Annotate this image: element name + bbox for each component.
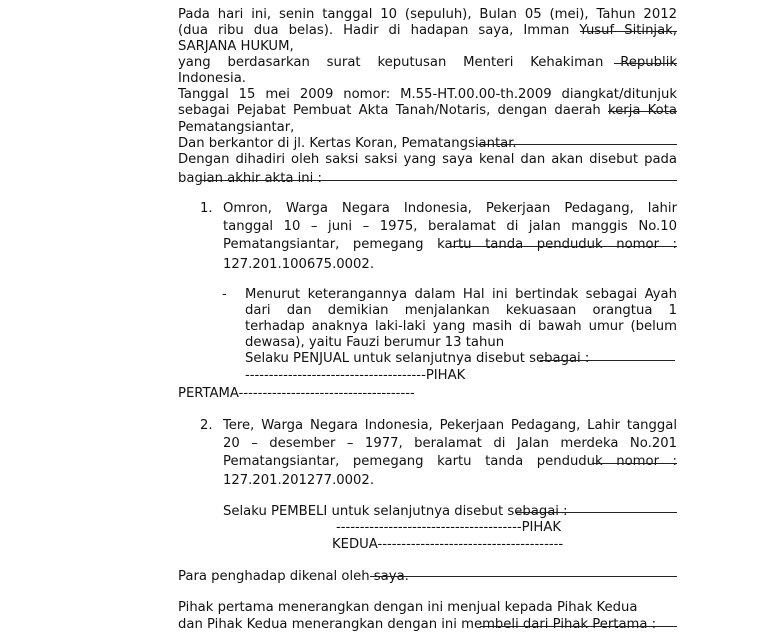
strike-rule <box>370 576 677 577</box>
intro-line-2: (dua ribu dua belas). Hadir di hadapan saya, Imman Yusuf Sitinjak, <box>178 23 677 38</box>
buyer-role-line: Selaku PEMBELI untuk selanjutnya disebut sebagai : <box>223 504 568 519</box>
intro-line-1: Pada hari ini, senin tanggal 10 (sepuluh), Bulan 05 (mei), Tahun 2012 <box>178 7 677 22</box>
note-line-2: dari dan demikian menjalankan kekuasaan orangtua 1 <box>245 303 677 318</box>
intro-line-8: Pematangsiantar, <box>178 120 295 135</box>
party-1-line-1: Omron, Warga Negara Indonesia, Pekerjaan Pedagang, lahir <box>223 201 677 216</box>
strike-rule <box>480 626 677 627</box>
party-1-line-2: tanggal 10 – juni – 1975, beralamat di jalan manggis No.10 <box>223 219 677 234</box>
closing-line-1: Pihak pertama menerangkan dengan ini menjual kepada Pihak Kedua <box>178 600 638 615</box>
party-2-number: 2. <box>200 418 213 433</box>
intro-line-3: SARJANA HUKUM, <box>178 39 294 54</box>
strike-rule <box>450 246 677 247</box>
party-2-line-3: Pematangsiantar, pemegang kartu tanda penduduk nomor : <box>223 454 677 469</box>
note-line-5: Selaku PENJUAL untuk selanjutnya disebut sebagai : <box>245 351 590 366</box>
pertama-dash-line: PERTAMA------------------------------------- <box>178 386 415 401</box>
note-line-4: dewasa), yaitu Fauzi berumur 13 tahun <box>245 335 505 350</box>
strike-rule <box>540 360 675 361</box>
intro-line-10: Dengan dihadiri oleh saksi saksi yang saya kenal dan akan disebut pada <box>178 152 677 167</box>
closing-line-2: dan Pihak Kedua menerangkan dengan ini membeli dari Pihak Pertama : <box>178 617 657 632</box>
party-1-line-4: 127.201.100675.0002. <box>223 257 375 272</box>
strike-rule <box>592 463 677 464</box>
strike-rule <box>614 63 677 64</box>
kedua-dash-line: KEDUA--------------------------------------- <box>332 537 564 552</box>
note-bullet: - <box>222 287 227 302</box>
intro-line-6: Tanggal 15 mei 2009 nomor: M.55-HT.00.00-th.2009 diangkat/ditunjuk <box>178 87 677 102</box>
strike-rule <box>478 144 677 145</box>
pihak-pertama-dash-line: --------------------------------------PIHAK <box>245 368 466 383</box>
intro-line-7: sebagai Pejabat Pembuat Akta Tanah/Notaris, dengan daerah kerja Kota <box>178 103 677 118</box>
party-2-line-1: Tere, Warga Negara Indonesia, Pekerjaan Pedagang, Lahir tanggal <box>223 418 677 433</box>
intro-line-4: yang berdasarkan surat keputusan Menteri Kehakiman Republik <box>178 55 677 70</box>
intro-line-5: Indonesia. <box>178 71 246 86</box>
note-line-1: Menurut keterangannya dalam Hal ini bertindak sebagai Ayah <box>245 287 677 302</box>
strike-rule <box>200 180 677 181</box>
pihak-kedua-dash-line: ---------------------------------------PIHAK <box>336 520 562 535</box>
strike-rule <box>580 31 677 32</box>
strike-rule <box>608 111 677 112</box>
strike-rule <box>516 512 677 513</box>
party-2-line-4: 127.201.201277.0002. <box>223 473 375 488</box>
party-2-line-2: 20 – desember – 1977, beralamat di Jalan merdeka No.201 <box>223 436 677 451</box>
intro-line-11: bagian akhir akta ini : <box>178 171 322 186</box>
party-1-line-3: Pematangsiantar, pemegang kartu tanda penduduk nomor : <box>223 237 677 252</box>
known-statement: Para penghadap dikenal oleh saya. <box>178 569 409 584</box>
intro-line-9: Dan berkantor di jl. Kertas Koran, Pematangsiantar. <box>178 136 517 151</box>
party-1-number: 1. <box>200 201 213 216</box>
note-line-3: terhadap anaknya laki-laki yang masih di bawah umur (belum <box>245 319 677 334</box>
